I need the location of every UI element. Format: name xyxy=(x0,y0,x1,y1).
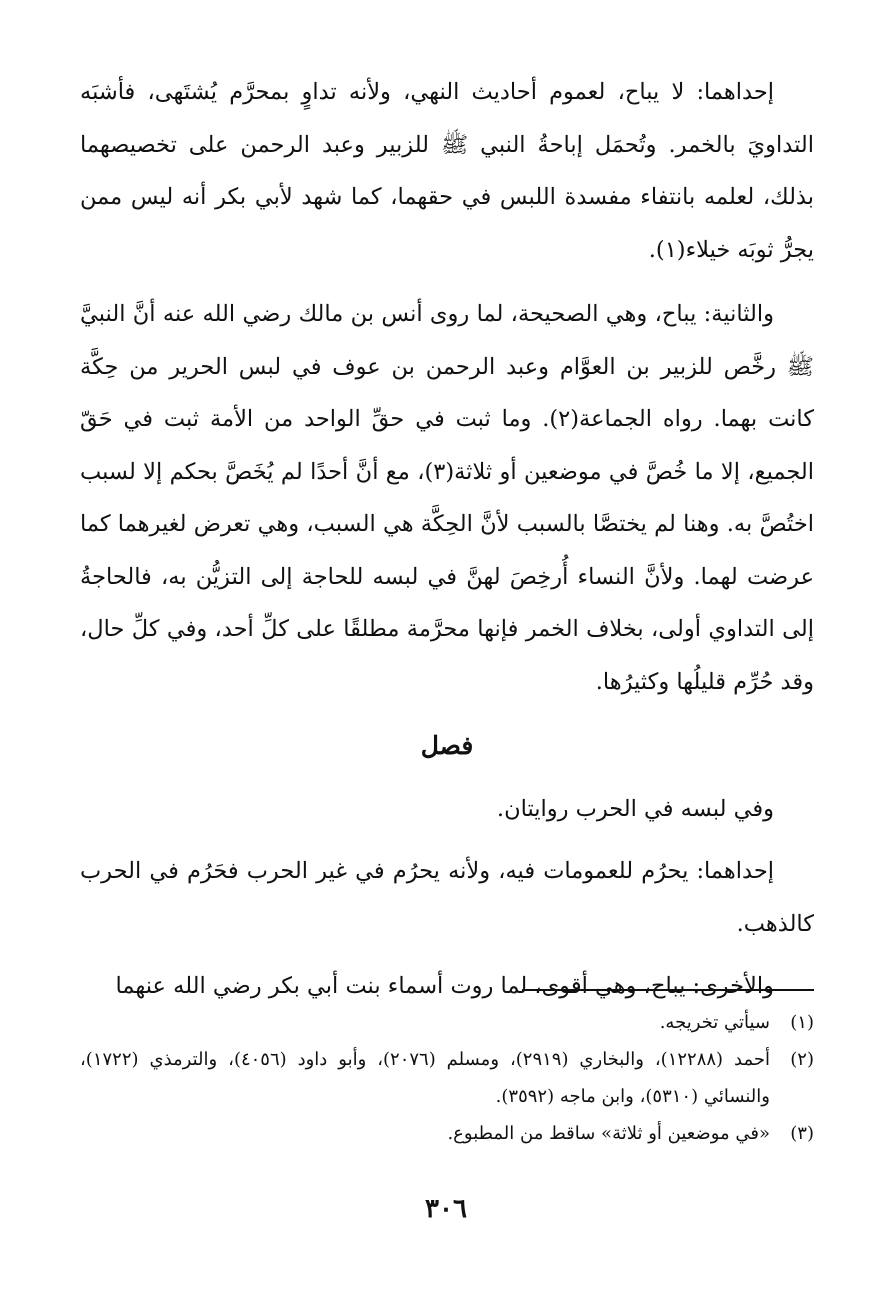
footnote-text: أحمد (١٢٢٨٨)، والبخاري (٢٩١٩)، ومسلم (٢٠٧٦)، وأبو داود (٤٠٥٦)، والترمذي (١٧٢٢)، والنسائي (٥٣١٠)، وابن ماجه (٣٥٩٢). xyxy=(80,1049,770,1107)
paragraph-war-first: إحداهما: يحرُم للعمومات فيه، ولأنه يحرُم في غير الحرب فحَرُم في الحرب كالذهب. xyxy=(80,858,814,937)
paragraph-second-narration: والثانية: يباح، وهي الصحيحة، لما روى أنس بن مالك رضي الله عنه أنَّ النبيَّ ﷺ رخَّص للزبير بن العوَّام وعبد الرحمن بن عوف في لبس الحرير من حِكَّة كانت بهما. رواه الجماعة(٢). وما ثبت في حقِّ الواحد من الأمة ثبت في حَقّ الجميع، إلا ما خُصَّ في موضعين أو ثلاثة(٣)، مع أنَّ أحدًا لم يُخَصَّ بحكم إلا لسبب اختُصَّ به. وهنا لم يختصَّا بالسبب لأنَّ الحِكَّة هي السبب، وهي تعرض لغيرهما كما عرضت لهما. ولأنَّ النساء أُرخِصَ لهنَّ في لبسه للحاجة إلى التزيُّن به، فالحاجةُ إلى التداوي أولى، بخلاف الخمر فإنها محرَّمة مطلقًا على كلِّ أحد، وفي كلِّ حال، وقد حُرِّم قليلُها وكثيرُها. xyxy=(80,301,814,695)
footnote-2 xyxy=(80,1041,814,1115)
footnote-divider xyxy=(522,989,814,991)
footnote-1 xyxy=(80,1004,814,1041)
paragraph-first-narration: إحداهما: لا يباح، لعموم أحاديث النهي، ولأنه تداوٍ بمحرَّم يُشتَهى، فأشبَه التداويَ بالخمر. وتُحمَل إباحةُ النبي ﷺ للزبير وعبد الرحمن على تخصيصهما بذلك، لعلمه بانتفاء مفسدة اللبس في حقهما، كما شهد لأبي بكر أنه ليس ممن يجرُّ ثوبَه خيلاء(١). xyxy=(80,79,814,263)
footnote-3 xyxy=(80,1115,814,1152)
section-heading: فصل xyxy=(420,731,474,760)
footnote-text: سيأتي تخريجه. xyxy=(659,1012,770,1033)
footnote-text: «في موضعين أو ثلاثة» ساقط من المطبوع. xyxy=(447,1123,770,1144)
footnote-number: (٢) xyxy=(790,1049,814,1070)
footnote-number: (١) xyxy=(790,1012,814,1033)
footnote-number: (٣) xyxy=(790,1123,814,1144)
page-number: ٣٠٦ xyxy=(425,1194,467,1224)
paragraph-war-narrations: وفي لبسه في الحرب روايتان. xyxy=(496,795,774,822)
main-text xyxy=(80,66,814,1023)
footnotes xyxy=(80,1004,814,1152)
paragraph-war-second: والأخرى: يباح، وهي أقوى، لما روت أسماء بنت أبي بكر رضي الله عنهما xyxy=(115,973,774,999)
